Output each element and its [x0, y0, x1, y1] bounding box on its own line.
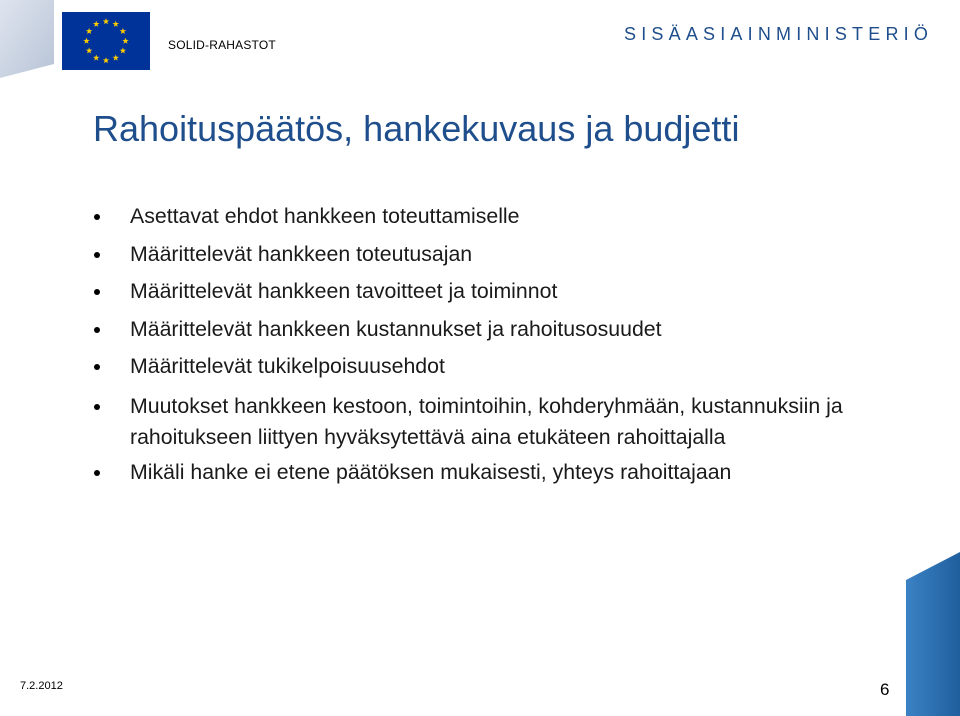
bullet-text: Määrittelevät hankkeen kustannukset ja rahoitusosuudet: [130, 316, 662, 341]
bullet-icon: [94, 214, 100, 220]
corner-decoration-bottom: [906, 552, 960, 716]
bullet-list: [86, 203, 886, 496]
bullet-text: Muutokset hankkeen kestoon, toimintoihin, kohderyhmään, kustannuksiin ja rahoitukseen liittyen hyväksytettävä aina etukäteen rahoittajalla: [130, 393, 843, 449]
bullet-text: Määrittelevät tukikelpoisuusehdot: [130, 354, 445, 378]
bullet-icon: [94, 364, 100, 370]
bullet-item: [86, 316, 886, 343]
bullet-icon: [94, 327, 100, 333]
bullet-text: Määrittelevät hankkeen toteutusajan: [130, 241, 473, 266]
bullet-item: [86, 353, 886, 380]
bullet-text: Asettavat ehdot hankkeen toteuttamiselle: [130, 204, 520, 228]
bullet-item: [86, 241, 886, 268]
bullet-text: Mikäli hanke ei etene päätöksen mukaisesti, yhteys rahoittajaan: [130, 459, 732, 484]
bullet-icon: [94, 252, 100, 258]
ministry-logo: SISÄASIAINMINISTERIÖ: [624, 24, 934, 44]
corner-decoration: [0, 0, 54, 78]
bullet-icon: [94, 470, 100, 476]
slide-title: Rahoituspäätös, hankekuvaus ja budjetti: [93, 108, 740, 149]
bullet-text: Määrittelevät hankkeen tavoitteet ja toiminnot: [130, 279, 558, 303]
bullet-icon: [94, 289, 100, 295]
program-name: SOLID-RAHASTOT: [168, 38, 276, 52]
footer-date: 7.2.2012: [20, 680, 63, 692]
bullet-item: [86, 459, 886, 486]
bullet-item: [86, 278, 886, 305]
bullet-item: [86, 203, 886, 230]
eu-flag-icon: [62, 12, 150, 70]
page-number: 6: [880, 680, 890, 699]
bullet-icon: [94, 404, 100, 410]
bullet-item: [86, 391, 886, 454]
